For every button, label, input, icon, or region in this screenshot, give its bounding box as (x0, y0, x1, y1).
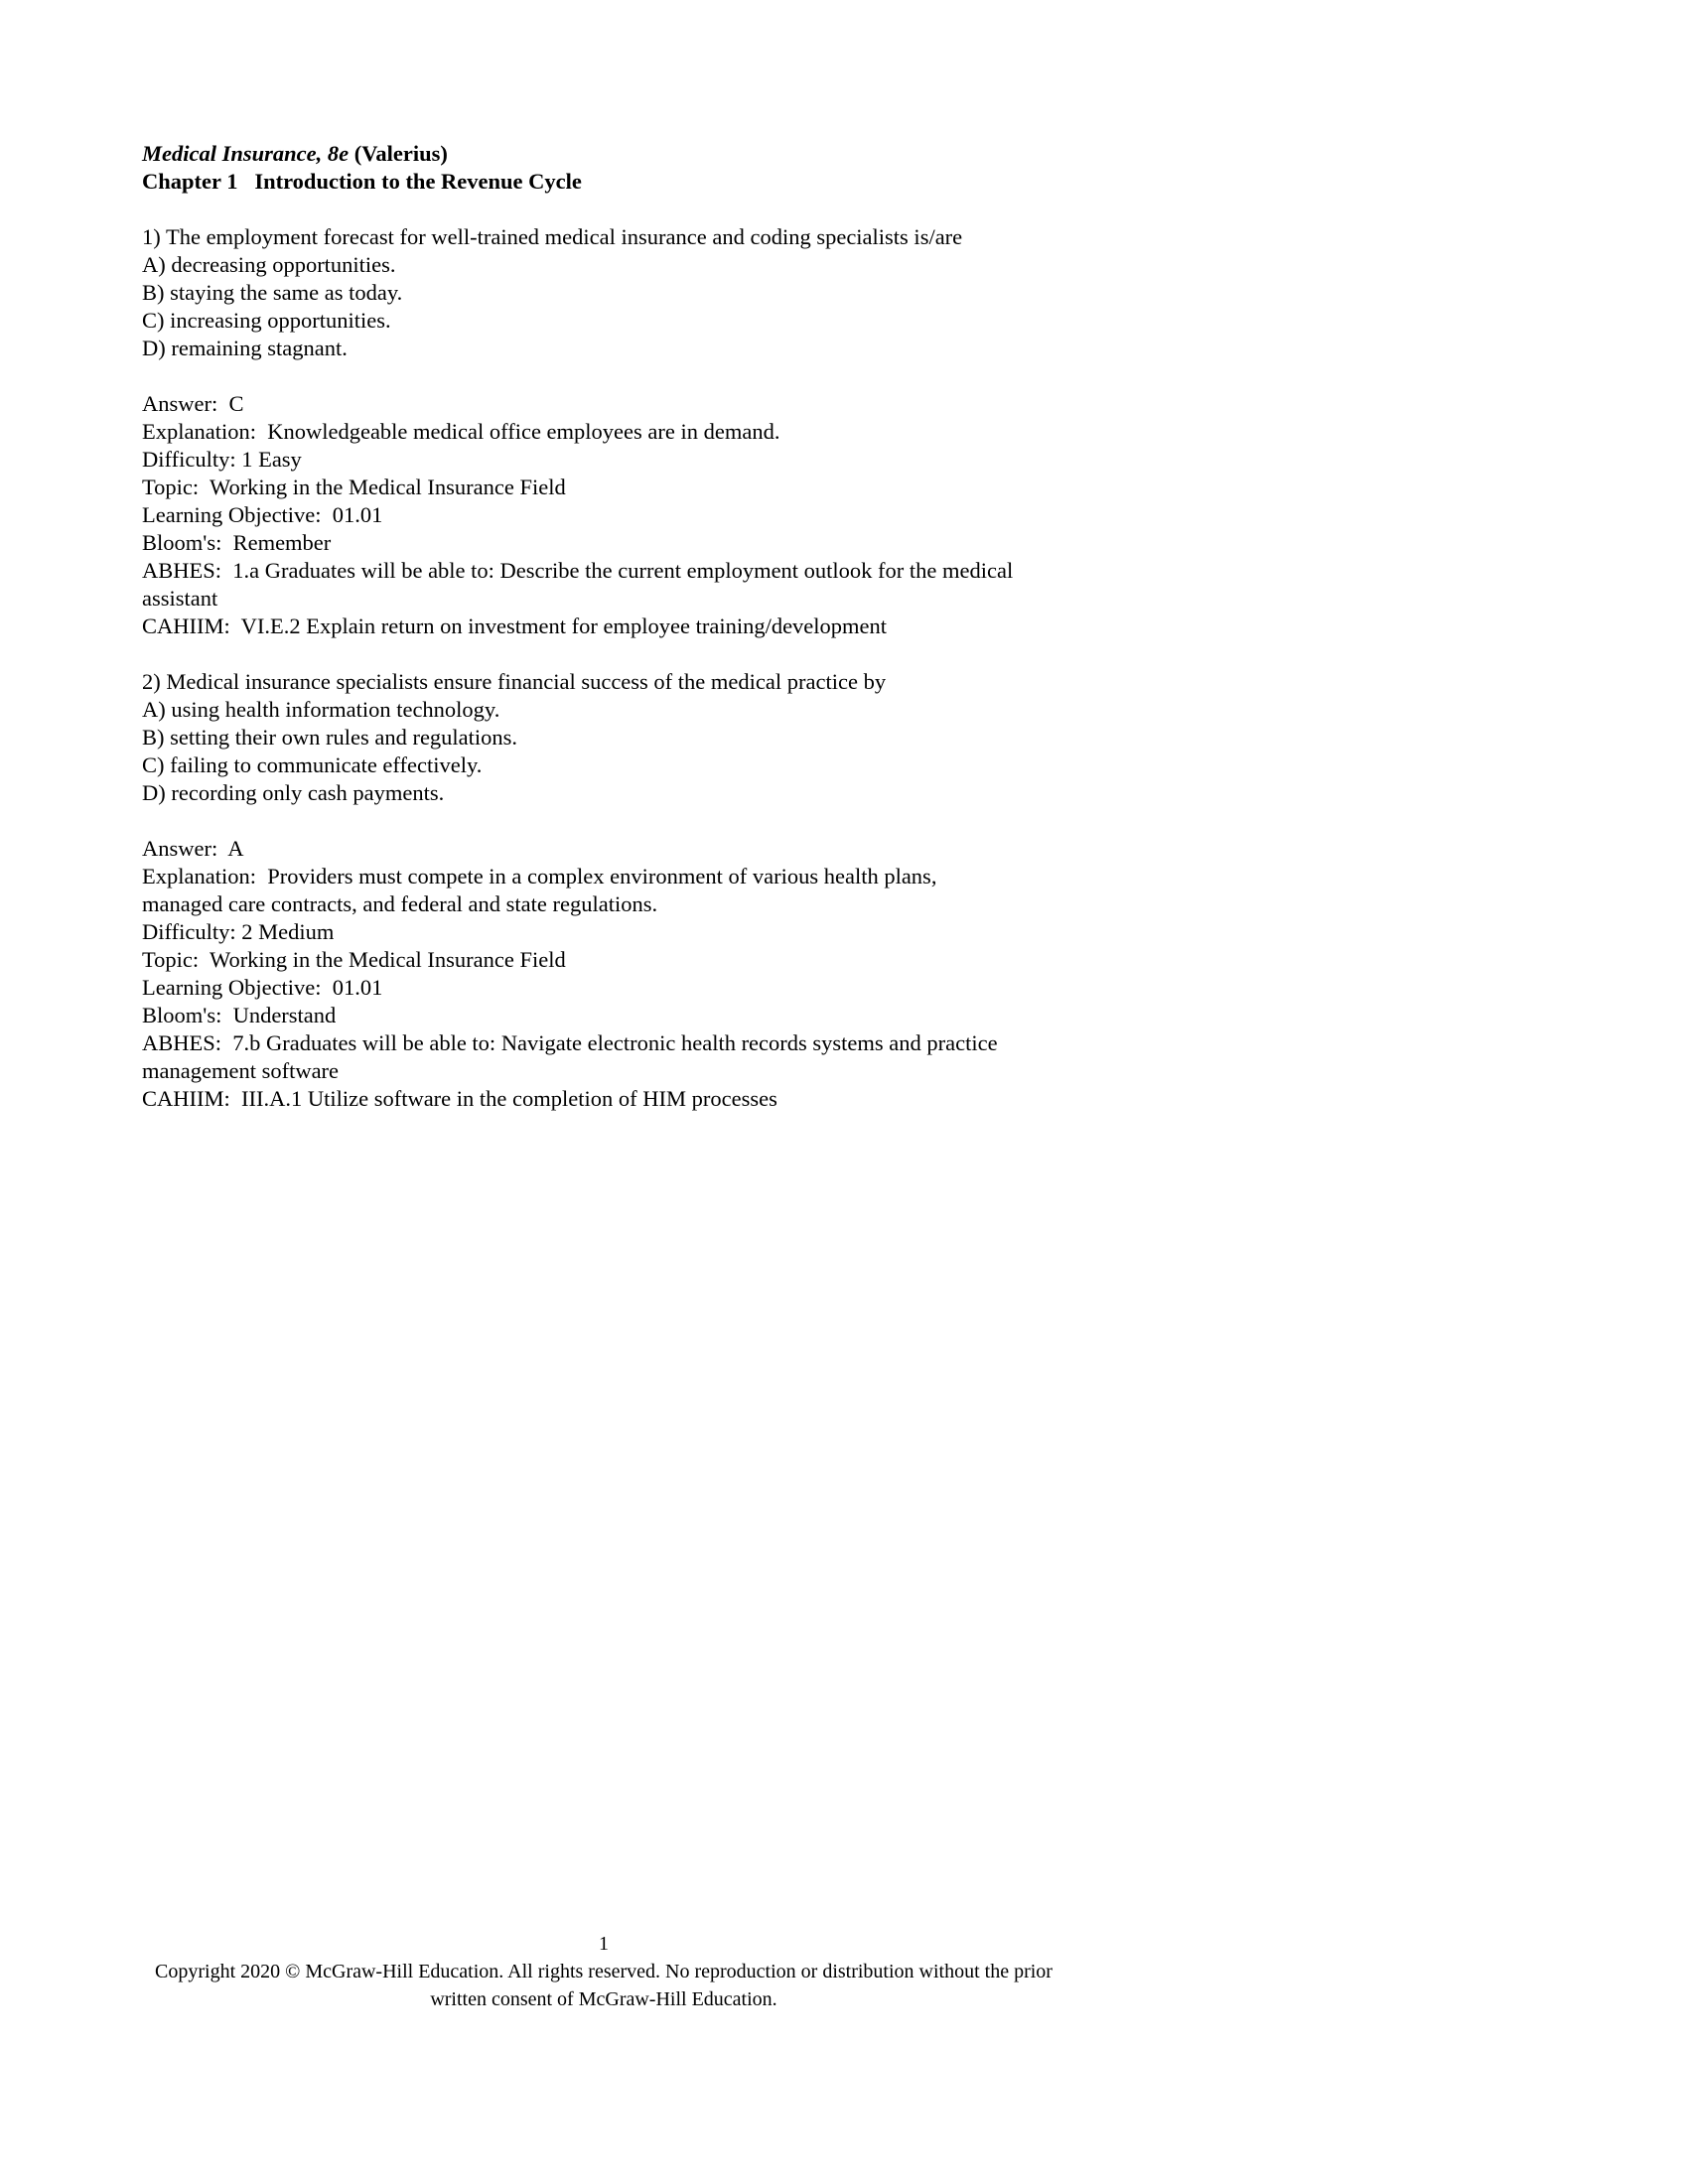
answer-choice: D) remaining stagnant. (142, 336, 348, 360)
question-detail: Difficulty: 2 Medium (142, 919, 335, 944)
question-detail: ABHES: 1.a Graduates will be able to: Describe the current employment outlook for the medical (142, 558, 1014, 583)
questions-section (142, 196, 1234, 1113)
blank-line (142, 807, 1234, 835)
blank-line (142, 196, 1234, 223)
book-author: (Valerius) (349, 141, 448, 166)
question-detail: assistant (142, 586, 218, 611)
copyright-line-2: written consent of McGraw-Hill Education. (430, 1988, 777, 2010)
question-detail: Learning Objective: 01.01 (142, 975, 383, 1000)
page-number: 1 (599, 1933, 609, 1955)
answer-choice: B) setting their own rules and regulations. (142, 725, 518, 750)
question-detail: Topic: Working in the Medical Insurance Field (142, 947, 566, 972)
answer-choice: B) staying the same as today. (142, 280, 403, 305)
book-title: Medical Insurance, 8e (142, 141, 350, 166)
chapter-heading: Chapter 1 Introduction to the Revenue Cycle (142, 169, 582, 194)
question-stem: 1) The employment forecast for well-trained medical insurance and coding specialists is/are (142, 224, 963, 249)
answer-choice: A) using health information technology. (142, 697, 500, 722)
question-detail: CAHIIM: III.A.1 Utilize software in the completion of HIM processes (142, 1086, 777, 1111)
question-detail: CAHIIM: VI.E.2 Explain return on investment for employee training/development (142, 614, 888, 638)
question-detail: Bloom's: Remember (142, 530, 332, 555)
question-detail: Explanation: Providers must compete in a complex environment of various health plans, (142, 864, 937, 888)
question-detail: Difficulty: 1 Easy (142, 447, 302, 472)
question-detail: Answer: A (142, 836, 244, 861)
question-detail: Topic: Working in the Medical Insurance Field (142, 475, 566, 499)
answer-choice: A) decreasing opportunities. (142, 252, 396, 277)
answer-choice: D) recording only cash payments. (142, 780, 445, 805)
question-detail: management software (142, 1058, 340, 1083)
question-detail: managed care contracts, and federal and state regulations. (142, 891, 658, 916)
question-detail: Learning Objective: 01.01 (142, 502, 383, 527)
answer-choice: C) failing to communicate effectively. (142, 752, 483, 777)
question-stem: 2) Medical insurance specialists ensure financial success of the medical practice by (142, 669, 887, 694)
question-detail: Bloom's: Understand (142, 1003, 337, 1027)
document-body (142, 140, 1234, 1113)
question-detail: Explanation: Knowledgeable medical office employees are in demand. (142, 419, 780, 444)
blank-line (142, 640, 1234, 668)
page-footer (142, 1930, 1065, 2013)
answer-choice: C) increasing opportunities. (142, 308, 391, 333)
blank-line (142, 362, 1234, 390)
document-title (142, 140, 1234, 168)
question-detail: Answer: C (142, 391, 244, 416)
question-detail: ABHES: 7.b Graduates will be able to: Navigate electronic health records systems and practice (142, 1030, 998, 1055)
copyright-line-1: Copyright 2020 © McGraw-Hill Education. All rights reserved. No reproduction or distribution without the prior (155, 1961, 1053, 1982)
